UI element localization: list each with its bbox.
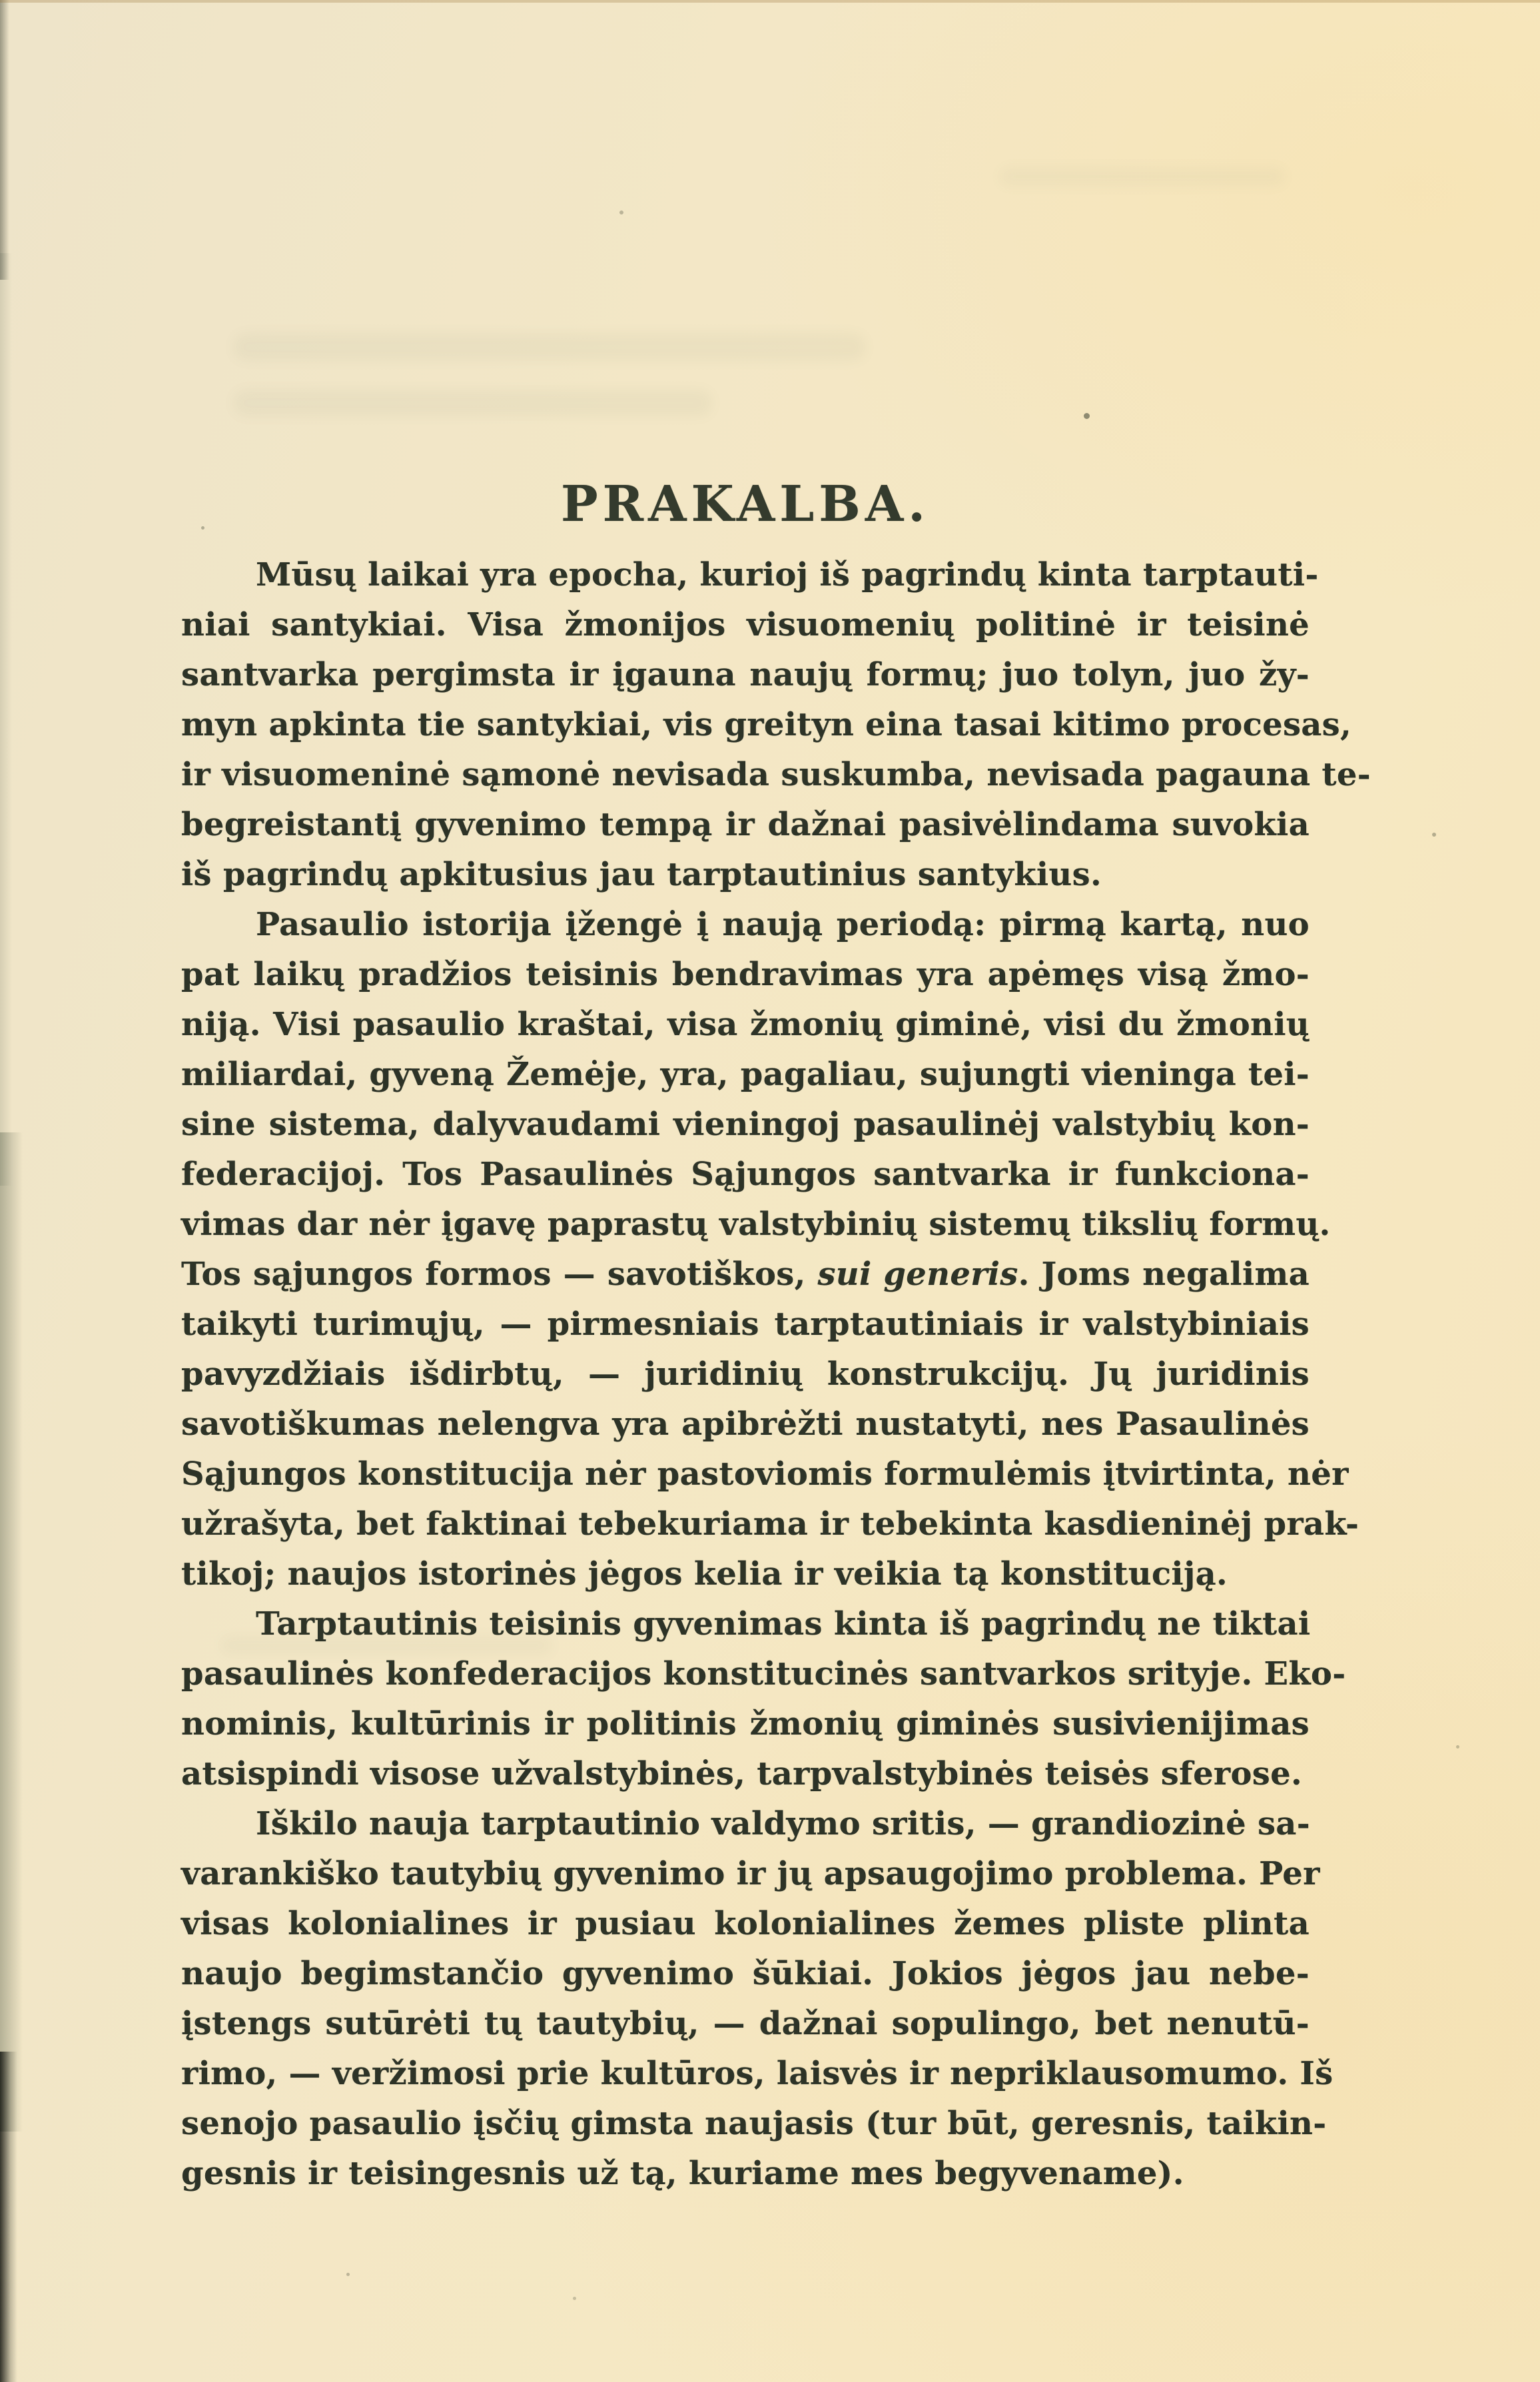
text-line: naujo begimstančio gyvenimo šūkiai. Jokios jėgos jau nebe-	[181, 1955, 1310, 1992]
text-line: federacijoj. Tos Pasaulinės Sąjungos santvarka ir funkciona-	[181, 1156, 1310, 1193]
text-block	[181, 550, 1371, 2199]
text-line: Mūsų laikai yra epocha, kurioj iš pagrindų kinta tarptauti-	[256, 556, 1319, 594]
text-line: užrašyta, bet faktinai tebekuriama ir tebekinta kasdieninėj prak-	[181, 1505, 1359, 1543]
ink-bleed-ghost	[999, 167, 1286, 187]
ink-bleed-ghost	[233, 390, 713, 416]
binding-shadow-mid	[0, 253, 12, 1186]
text-line: begreistantį gyvenimo tempą ir dažnai pasivėlindama suvokia	[181, 806, 1310, 843]
text-line: vimas dar nėr įgavę paprastų valstybinių sistemų tikslių formų.	[181, 1206, 1331, 1243]
text-line: ir visuomeninė sąmonė nevisada suskumba, nevisada pagauna te-	[181, 756, 1371, 793]
text-line: pasaulinės konfederacijos konstitucinės santvarkos srityje. Eko-	[181, 1655, 1346, 1693]
binding-shadow-low	[0, 1132, 23, 2132]
ink-speck	[1432, 833, 1436, 837]
text-line: pavyzdžiais išdirbtų, — juridinių konstrukcijų. Jų juridinis	[181, 1356, 1310, 1393]
text-line: gesnis ir teisingesnis už tą, kuriame mes begyvename).	[181, 2155, 1184, 2192]
text-line: Pasaulio istorija įžengė į naują periodą: pirmą kartą, nuo	[256, 906, 1310, 943]
page-top-edge	[0, 0, 1540, 3]
binding-shadow-top	[0, 0, 9, 280]
text-line: niją. Visi pasaulio kraštai, visa žmonių giminė, visi du žmonių	[181, 1006, 1310, 1043]
text-line: atsispindi visose užvalstybinės, tarpvalstybinės teisės sferose.	[181, 1755, 1302, 1792]
text-line: santvarka pergimsta ir įgauna naujų formų; juo tolyn, juo žy-	[181, 656, 1310, 693]
ink-speck	[1456, 1745, 1459, 1749]
text-line: myn apkinta tie santykiai, vis greityn eina tasai kitimo procesas,	[181, 706, 1352, 743]
ink-speck	[573, 2297, 576, 2300]
text-line: miliardai, gyveną Žemėje, yra, pagaliau, sujungti vieninga tei-	[181, 1056, 1310, 1093]
ink-speck	[1084, 413, 1090, 419]
text-line: iš pagrindų apkitusius jau tarptautinius santykius.	[181, 856, 1102, 893]
page-title: PRAKALBA.	[560, 475, 931, 533]
text-line: senojo pasaulio įsčių gimsta naujasis (tur būt, geresnis, taikin-	[181, 2105, 1327, 2142]
text-line: savotiškumas nelengva yra apibrėžti nustatyti, nes Pasaulinės	[181, 1405, 1310, 1443]
ink-bleed-ghost	[233, 333, 866, 361]
text-line: varankiško tautybių gyvenimo ir jų apsaugojimo problema. Per	[181, 1855, 1320, 1892]
text-line: Iškilo nauja tarptautinio valdymo sritis, — grandiozinė sa-	[256, 1805, 1310, 1842]
text-line: rimo, — veržimosi prie kultūros, laisvės ir nepriklausomumo. Iš	[181, 2055, 1334, 2092]
ink-speck	[619, 210, 623, 214]
text-line: taikyti turimųjų, — pirmesniais tarptautiniais ir valstybiniais	[181, 1306, 1310, 1343]
text-line: Tos sąjungos formos — savotiškos, sui generis. Joms negalima	[181, 1256, 1310, 1293]
text-line: tikoj; naujos istorinės jėgos kelia ir veikia tą konstituciją.	[181, 1555, 1228, 1593]
text-line: visas kolonialines ir pusiau kolonialines žemes pliste plinta	[181, 1905, 1310, 1942]
text-line: Tarptautinis teisinis gyvenimas kinta iš pagrindų ne tiktai	[256, 1605, 1311, 1643]
text-line: įstengs sutūrėti tų tautybių, — dažnai sopulingo, bet nenutū-	[181, 2005, 1310, 2042]
text-line: pat laikų pradžios teisinis bendravimas yra apėmęs visą žmo-	[181, 956, 1310, 993]
text-line: nominis, kultūrinis ir politinis žmonių giminės susivienijimas	[181, 1705, 1310, 1743]
text-line: sine sistema, dalyvaudami vieningoj pasaulinėj valstybių kon-	[181, 1106, 1310, 1143]
text-line: Sąjungos konstitucija nėr pastoviomis formulėmis įtvirtinta, nėr	[181, 1455, 1349, 1493]
binding-shadow-bottom	[0, 2052, 17, 2382]
text-line: niai santykiai. Visa žmonijos visuomenių politinė ir teisinė	[181, 606, 1310, 643]
ink-speck	[346, 2273, 350, 2276]
